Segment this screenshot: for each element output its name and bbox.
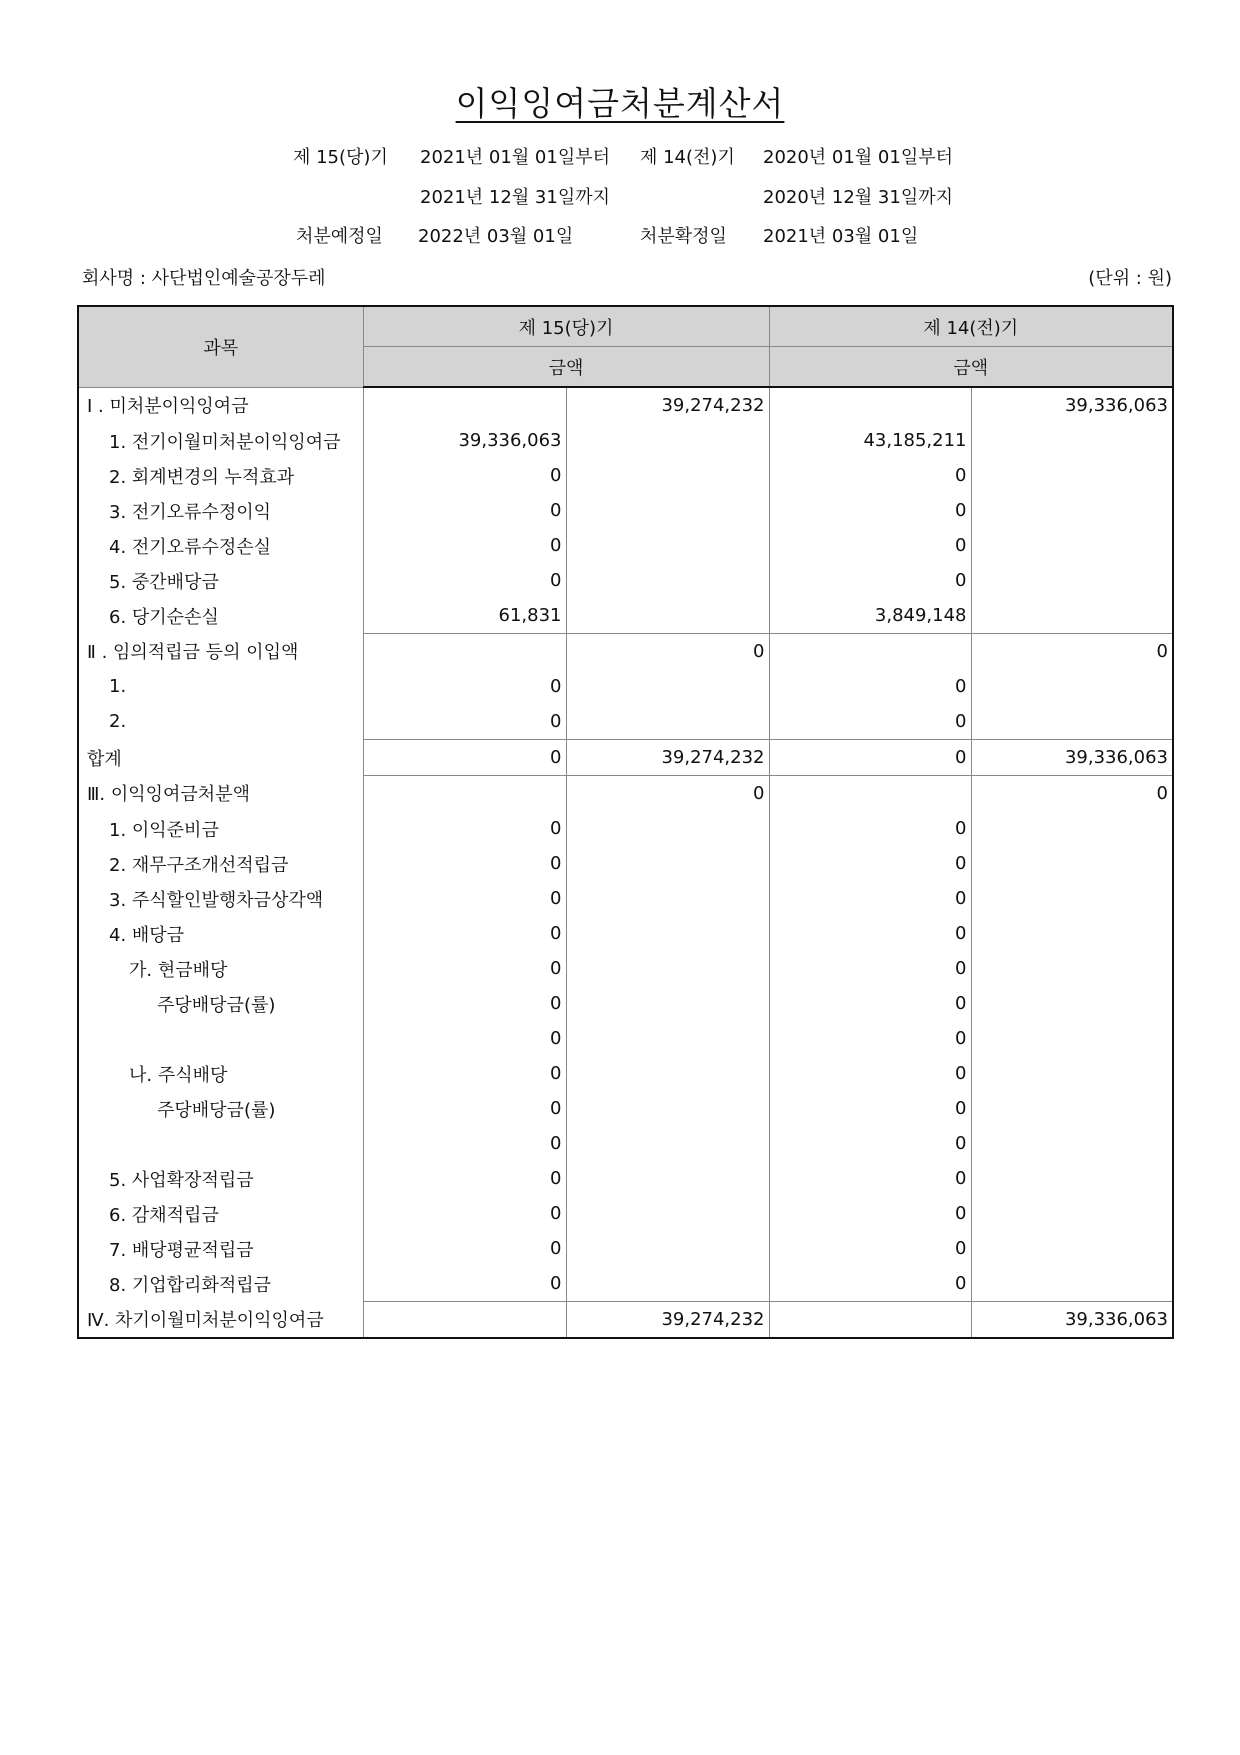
- amount-cell: 0: [971, 776, 1173, 812]
- amount-cell: 39,336,063: [971, 387, 1173, 423]
- header-subject: 과목: [78, 306, 363, 387]
- amount-cell: [566, 704, 769, 740]
- amount-cell: 0: [769, 1126, 971, 1161]
- planned-date-label: 처분예정일: [296, 226, 383, 247]
- table-row: [78, 1126, 1173, 1161]
- table-row: [78, 563, 1173, 598]
- amount-cell: [971, 669, 1173, 704]
- amount-cell: 0: [769, 1021, 971, 1056]
- amount-cell: 3,849,148: [769, 598, 971, 634]
- amount-cell: 0: [769, 563, 971, 598]
- amount-cell: [971, 951, 1173, 986]
- row-label: Ⅳ. 차기이월미처분이익잉여금: [78, 1302, 363, 1339]
- amount-cell: 0: [363, 1196, 566, 1231]
- table-row: [78, 1196, 1173, 1231]
- amount-cell: 0: [363, 881, 566, 916]
- row-label: 3. 주식할인발행차금상각액: [78, 881, 363, 916]
- row-label: 2. 회계변경의 누적효과: [78, 458, 363, 493]
- table-row: [78, 669, 1173, 704]
- amount-cell: [971, 493, 1173, 528]
- amount-cell: [363, 387, 566, 423]
- amount-cell: [971, 563, 1173, 598]
- header-current-period: 제 15(당)기: [363, 306, 769, 347]
- amount-cell: 0: [769, 493, 971, 528]
- amount-cell: [971, 458, 1173, 493]
- row-label: 합계: [78, 740, 363, 776]
- row-label: 2. 재무구조개선적립금: [78, 846, 363, 881]
- amount-cell: [971, 423, 1173, 458]
- amount-cell: [769, 634, 971, 670]
- row-label: Ⅲ. 이익잉여금처분액: [78, 776, 363, 812]
- table-row: [78, 634, 1173, 670]
- amount-cell: [566, 1091, 769, 1126]
- amount-cell: 0: [363, 1091, 566, 1126]
- table-row: [78, 1266, 1173, 1302]
- amount-cell: 0: [769, 986, 971, 1021]
- amount-cell: 0: [769, 916, 971, 951]
- amount-cell: [566, 1266, 769, 1302]
- amount-cell: 0: [363, 1056, 566, 1091]
- prior-period-label: 제 14(전)기: [640, 147, 735, 168]
- amount-cell: 0: [769, 740, 971, 776]
- table-row: [78, 458, 1173, 493]
- amount-cell: 0: [363, 740, 566, 776]
- amount-cell: 39,274,232: [566, 387, 769, 423]
- row-label: 1. 이익준비금: [78, 811, 363, 846]
- amount-cell: [971, 528, 1173, 563]
- amount-cell: 0: [769, 1091, 971, 1126]
- row-label: 1. 전기이월미처분이익잉여금: [78, 423, 363, 458]
- amount-cell: 39,336,063: [971, 740, 1173, 776]
- row-label: 5. 사업확장적립금: [78, 1161, 363, 1196]
- amount-cell: 0: [363, 916, 566, 951]
- amount-cell: [566, 563, 769, 598]
- amount-cell: [971, 1021, 1173, 1056]
- amount-cell: [566, 1126, 769, 1161]
- amount-cell: [566, 916, 769, 951]
- table-body: [78, 387, 1173, 1338]
- table-row: [78, 776, 1173, 812]
- prior-period-to: 2020년 12월 31일까지: [763, 187, 954, 208]
- table-row: [78, 1302, 1173, 1339]
- amount-cell: 0: [363, 1161, 566, 1196]
- amount-cell: [566, 669, 769, 704]
- amount-cell: 0: [769, 811, 971, 846]
- table-row: [78, 1056, 1173, 1091]
- amount-cell: 0: [363, 1126, 566, 1161]
- table-row: [78, 1091, 1173, 1126]
- amount-cell: 0: [363, 1231, 566, 1266]
- amount-cell: 61,831: [363, 598, 566, 634]
- amount-cell: [971, 598, 1173, 634]
- amount-cell: 0: [769, 846, 971, 881]
- current-period-to: 2021년 12월 31일까지: [420, 187, 611, 208]
- amount-cell: 43,185,211: [769, 423, 971, 458]
- amount-cell: [363, 776, 566, 812]
- row-label: 6. 당기순손실: [78, 598, 363, 634]
- amount-cell: 0: [769, 1196, 971, 1231]
- amount-cell: [971, 1266, 1173, 1302]
- amount-cell: 0: [363, 951, 566, 986]
- amount-cell: 0: [769, 1231, 971, 1266]
- amount-cell: 39,336,063: [363, 423, 566, 458]
- table-row: [78, 493, 1173, 528]
- amount-cell: [769, 776, 971, 812]
- row-label: 8. 기업합리화적립금: [78, 1266, 363, 1302]
- amount-cell: 0: [363, 528, 566, 563]
- amount-cell: 0: [769, 1056, 971, 1091]
- row-label: [78, 1126, 363, 1161]
- header-prior-period: 제 14(전)기: [769, 306, 1173, 347]
- amount-cell: [566, 951, 769, 986]
- amount-cell: [971, 1231, 1173, 1266]
- amount-cell: [566, 1231, 769, 1266]
- amount-cell: 0: [566, 776, 769, 812]
- amount-cell: [566, 1196, 769, 1231]
- amount-cell: 0: [363, 458, 566, 493]
- row-label: 가. 현금배당: [78, 951, 363, 986]
- amount-cell: [769, 1302, 971, 1339]
- amount-cell: [971, 1126, 1173, 1161]
- amount-cell: 0: [363, 1021, 566, 1056]
- amount-cell: 0: [363, 811, 566, 846]
- document-title: 이익잉여금처분계산서: [455, 84, 785, 123]
- confirmed-date: 2021년 03월 01일: [763, 226, 919, 247]
- amount-cell: 0: [769, 669, 971, 704]
- row-label: [78, 1021, 363, 1056]
- header-amount-current: 금액: [363, 347, 769, 388]
- table-row: [78, 951, 1173, 986]
- amount-cell: [566, 881, 769, 916]
- table-row: [78, 916, 1173, 951]
- amount-cell: [566, 493, 769, 528]
- amount-cell: [971, 986, 1173, 1021]
- amount-cell: [566, 458, 769, 493]
- row-label: Ⅰ . 미처분이익잉여금: [78, 387, 363, 423]
- amount-cell: [971, 1161, 1173, 1196]
- amount-cell: [971, 846, 1173, 881]
- table-row: [78, 986, 1173, 1021]
- amount-cell: 0: [769, 528, 971, 563]
- row-label: 5. 중간배당금: [78, 563, 363, 598]
- row-label: 6. 감채적립금: [78, 1196, 363, 1231]
- row-label: Ⅱ . 임의적립금 등의 이입액: [78, 634, 363, 670]
- row-label: 2.: [78, 704, 363, 740]
- amount-cell: [566, 1161, 769, 1196]
- table-row: [78, 1021, 1173, 1056]
- amount-cell: 39,274,232: [566, 1302, 769, 1339]
- amount-cell: [566, 1021, 769, 1056]
- amount-cell: 0: [363, 1266, 566, 1302]
- row-label: 3. 전기오류수정이익: [78, 493, 363, 528]
- amount-cell: [971, 916, 1173, 951]
- table-row: [78, 881, 1173, 916]
- amount-cell: 0: [769, 951, 971, 986]
- amount-cell: 0: [769, 458, 971, 493]
- amount-cell: [971, 1196, 1173, 1231]
- amount-cell: 0: [363, 986, 566, 1021]
- prior-period-from: 2020년 01월 01일부터: [763, 147, 954, 168]
- row-label: 7. 배당평균적립금: [78, 1231, 363, 1266]
- amount-cell: 39,336,063: [971, 1302, 1173, 1339]
- row-label: 4. 배당금: [78, 916, 363, 951]
- amount-cell: [971, 881, 1173, 916]
- table-row: [78, 846, 1173, 881]
- amount-cell: [566, 1056, 769, 1091]
- current-period-label: 제 15(당)기: [293, 147, 388, 168]
- amount-cell: 0: [769, 704, 971, 740]
- amount-cell: 0: [769, 881, 971, 916]
- row-label: 4. 전기오류수정손실: [78, 528, 363, 563]
- amount-cell: [566, 811, 769, 846]
- row-label: 주당배당금(률): [78, 986, 363, 1021]
- planned-date: 2022년 03월 01일: [418, 226, 574, 247]
- amount-cell: 39,274,232: [566, 740, 769, 776]
- table-row: [78, 423, 1173, 458]
- amount-cell: 0: [566, 634, 769, 670]
- amount-cell: [769, 387, 971, 423]
- amount-cell: 0: [363, 669, 566, 704]
- table-row: [78, 704, 1173, 740]
- table-row: [78, 528, 1173, 563]
- amount-cell: [566, 986, 769, 1021]
- company-name: 회사명 : 사단법인예술공장두레: [82, 268, 326, 289]
- table-row: [78, 811, 1173, 846]
- current-period-from: 2021년 01월 01일부터: [420, 147, 611, 168]
- amount-cell: 0: [769, 1266, 971, 1302]
- table-row: [78, 1161, 1173, 1196]
- row-label: 1.: [78, 669, 363, 704]
- retained-earnings-table: [77, 305, 1174, 1339]
- confirmed-date-label: 처분확정일: [640, 226, 727, 247]
- amount-cell: [363, 1302, 566, 1339]
- amount-cell: [363, 634, 566, 670]
- table-row: [78, 387, 1173, 423]
- amount-cell: 0: [971, 634, 1173, 670]
- table-row: [78, 740, 1173, 776]
- amount-cell: [971, 1091, 1173, 1126]
- row-label: 나. 주식배당: [78, 1056, 363, 1091]
- amount-cell: 0: [363, 563, 566, 598]
- header-amount-prior: 금액: [769, 347, 1173, 388]
- amount-cell: [566, 423, 769, 458]
- amount-cell: [566, 528, 769, 563]
- table-row: [78, 598, 1173, 634]
- amount-cell: 0: [363, 704, 566, 740]
- table-row: [78, 1231, 1173, 1266]
- amount-cell: 0: [769, 1161, 971, 1196]
- amount-cell: [566, 598, 769, 634]
- amount-cell: [971, 704, 1173, 740]
- row-label: 주당배당금(률): [78, 1091, 363, 1126]
- amount-cell: [566, 846, 769, 881]
- amount-cell: 0: [363, 846, 566, 881]
- unit-label: (단위 : 원): [1088, 268, 1172, 289]
- amount-cell: [971, 811, 1173, 846]
- amount-cell: [971, 1056, 1173, 1091]
- amount-cell: 0: [363, 493, 566, 528]
